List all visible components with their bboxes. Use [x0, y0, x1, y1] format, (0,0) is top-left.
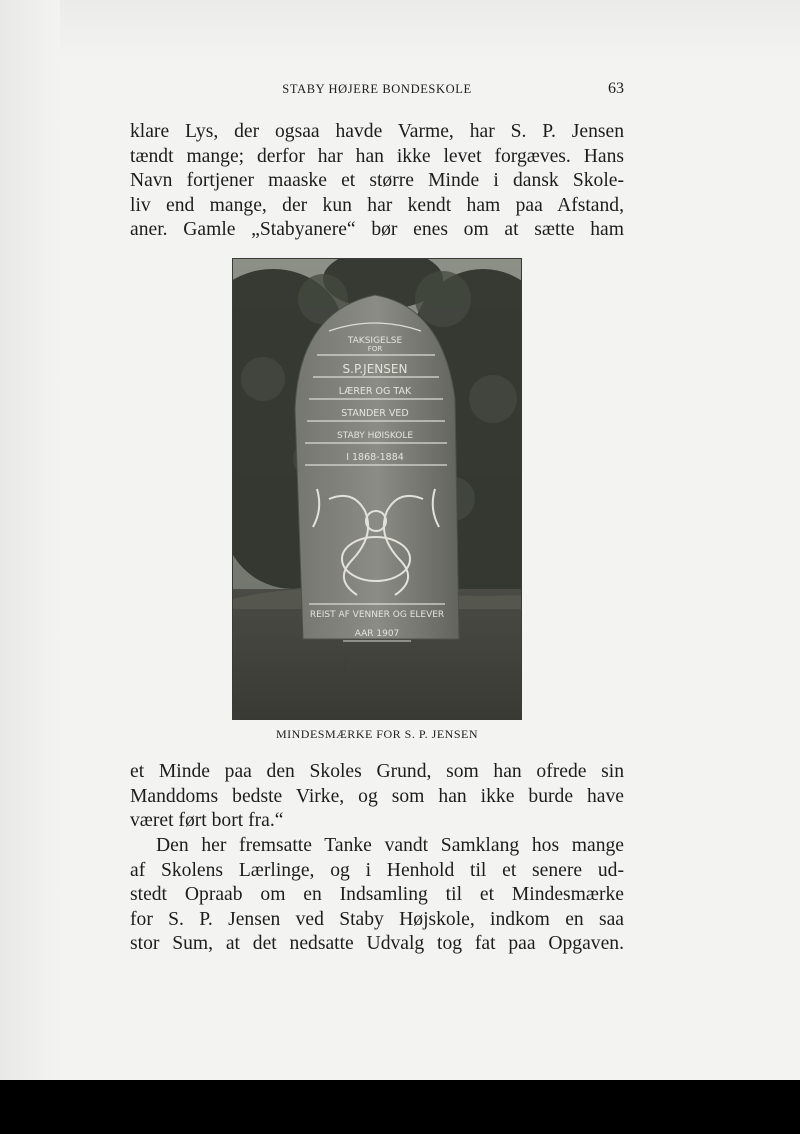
- running-head: [130, 82, 624, 102]
- text-line: et Minde paa den Skoles Grund, som han ofrede sin: [130, 761, 624, 782]
- paragraph-2: [130, 760, 624, 834]
- svg-text:STANDER VED: STANDER VED: [341, 408, 409, 419]
- svg-text:LÆRER OG TAK: LÆRER OG TAK: [338, 386, 412, 397]
- text-line: aner. Gamle „Stabyanere“ bør enes om at sætte ham: [130, 219, 624, 241]
- svg-text:I 1868-1884: I 1868-1884: [346, 452, 404, 463]
- svg-text:AAR 1907: AAR 1907: [354, 629, 400, 639]
- text-line: liv end mange, der kun har kendt ham paa Afstand,: [130, 194, 624, 216]
- scan-shadow-top: [60, 0, 800, 60]
- text-line: af Skolens Lærlinge, og i Henhold til et senere ud-: [130, 859, 624, 881]
- scan-border-bar: [0, 1080, 800, 1134]
- text-line: stedt Opraab om en Indsamling til et Mindesmærke: [130, 884, 624, 906]
- svg-text:STABY HØISKOLE: STABY HØISKOLE: [336, 431, 414, 441]
- scan-shadow-left: [0, 0, 60, 1080]
- text-line: været ført bort fra.“: [130, 810, 284, 832]
- text-line: for S. P. Jensen ved Staby Højskole, indkom en saa: [130, 908, 624, 930]
- paragraph-3: [130, 834, 624, 957]
- text-line: Den her fremsatte Tanke vandt Samklang hos mange: [156, 835, 624, 856]
- svg-text:FOR: FOR: [367, 345, 383, 353]
- text-line: klare Lys, der ogsaa havde Varme, har S. P. Jensen: [130, 121, 624, 142]
- svg-text:S.P.JENSEN: S.P.JENSEN: [342, 362, 408, 376]
- memorial-stone-photo: [232, 258, 522, 720]
- text-line: stor Sum, at det nedsatte Udvalg tog fat paa Opgaven.: [130, 933, 624, 955]
- paragraph-1: [130, 120, 624, 243]
- running-title: STABY HØJERE BONDESKOLE: [282, 82, 472, 96]
- text-line: Manddoms bedste Virke, og som han ikke burde have: [130, 785, 624, 807]
- svg-text:REIST AF VENNER OG ELEVER: REIST AF VENNER OG ELEVER: [309, 610, 445, 620]
- svg-text:TAKSIGELSE: TAKSIGELSE: [347, 336, 403, 346]
- page-number: 63: [608, 80, 624, 97]
- figure-caption: MINDESMÆRKE FOR S. P. JENSEN: [275, 727, 479, 741]
- text-line: Navn fortjener maaske et større Minde i dansk Skole-: [130, 170, 624, 192]
- text-line: tændt mange; derfor har han ikke levet forgæves. Hans: [130, 145, 624, 167]
